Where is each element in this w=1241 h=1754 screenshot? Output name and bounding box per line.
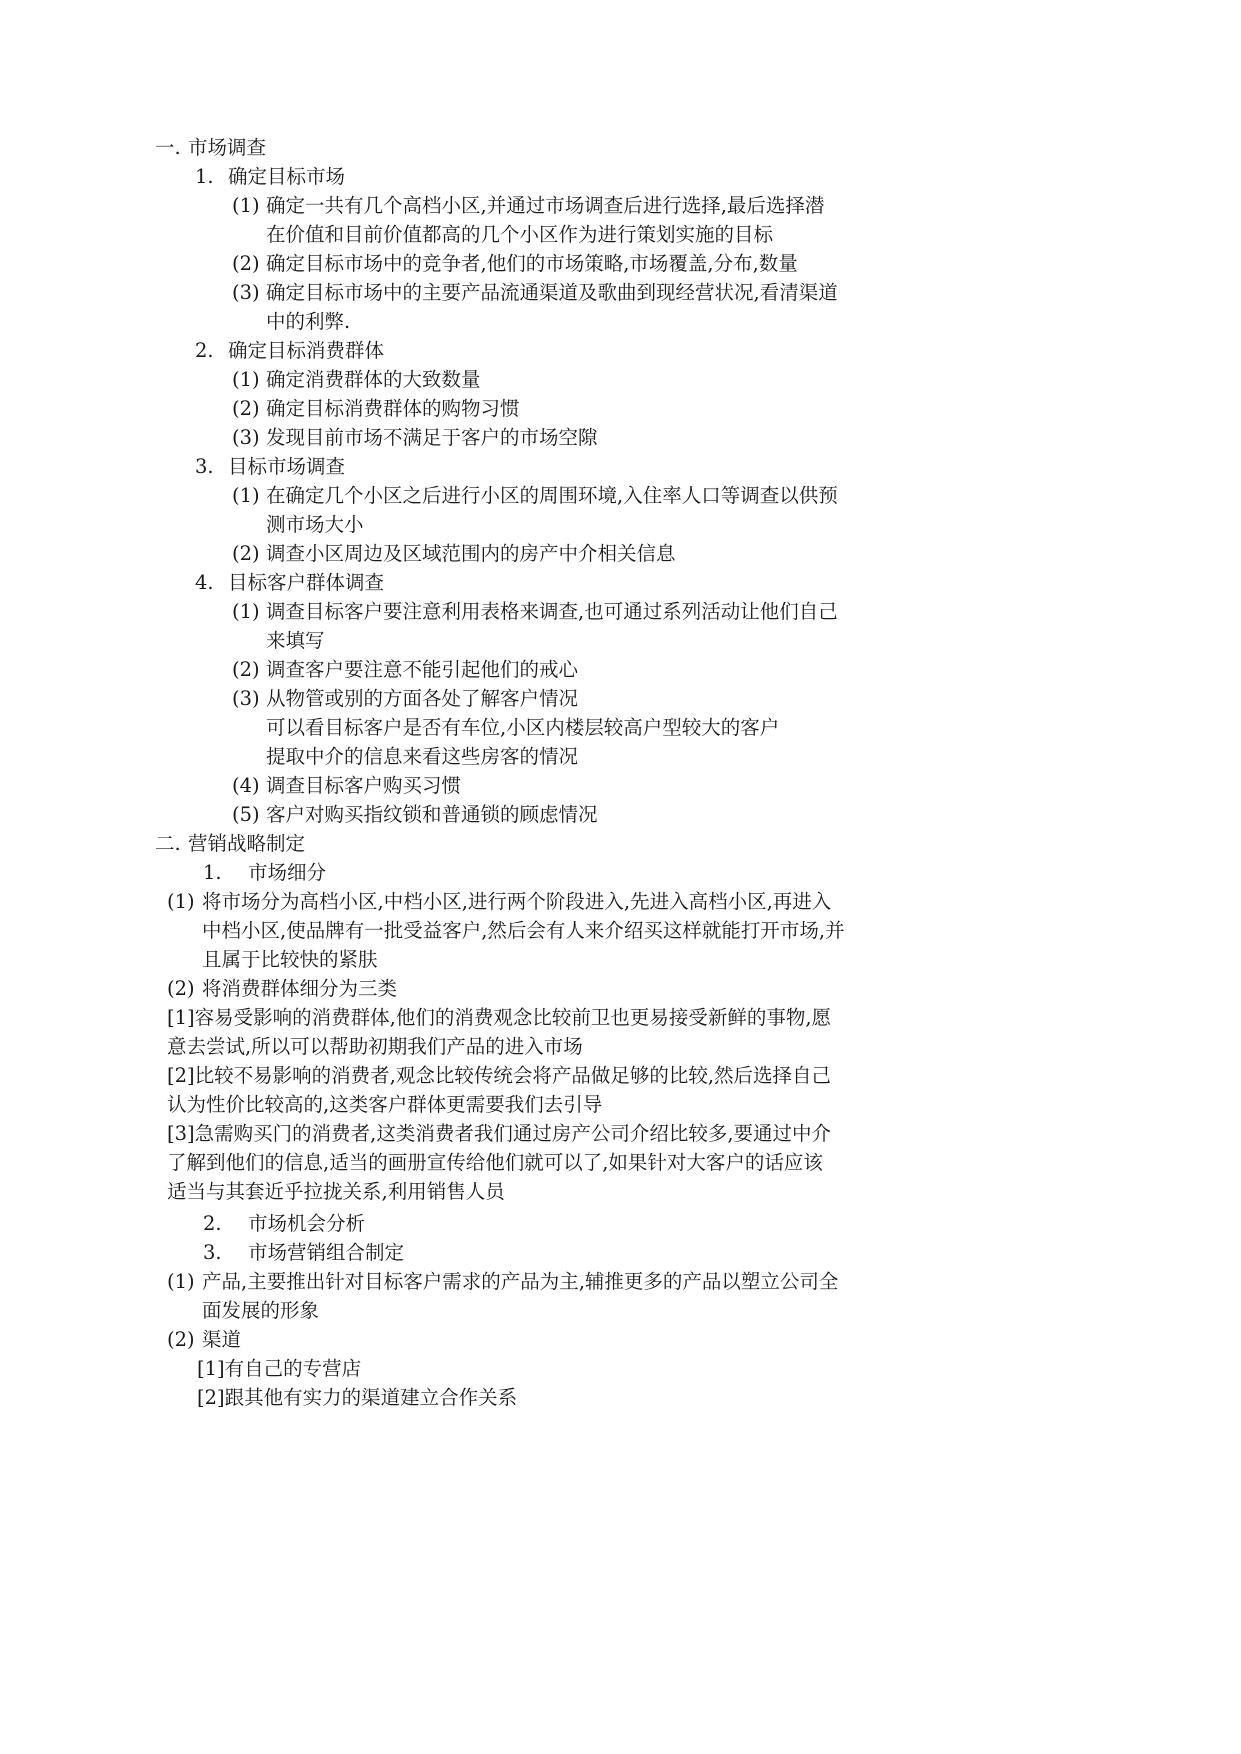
sub-1-1-3-line-2: 中的利弊. xyxy=(266,310,351,333)
item-1-4-number: 4. xyxy=(195,571,214,594)
para-2-2-text: 将消费群体细分为三类 xyxy=(202,977,398,1000)
para-2-3-line-2: 面发展的形象 xyxy=(202,1299,320,1322)
bracket-item-1-line-2: 意去尝试,所以可以帮助初期我们产品的进入市场 xyxy=(167,1035,583,1058)
bracket-item-1-line-1: [1]容易受影响的消费群体,他们的消费观念比较前卫也更易接受新鲜的事物,愿 xyxy=(167,1006,832,1029)
sub-1-1-3-line-1 xyxy=(232,277,838,309)
item-2-1-title: 市场细分 xyxy=(248,861,327,884)
bracket-item-2-line-2: 认为性价比较高的,这类客户群体更需要我们去引导 xyxy=(167,1093,603,1116)
bracket-item-3-line-2: 了解到他们的信息,适当的画册宣传给他们就可以了,如果针对大客户的话应该 xyxy=(167,1151,823,1174)
sub-1-2-3-number: (3) xyxy=(232,426,260,449)
section-2-number: 二. xyxy=(155,832,181,855)
sub-1-4-3-number: (3) xyxy=(232,687,260,710)
item-1-3-heading xyxy=(195,451,345,483)
channel-item-1: [1]有自己的专营店 xyxy=(197,1357,362,1380)
para-2-3-text: 产品,主要推出针对目标客户需求的产品为主,辅推更多的产品以塑立公司全 xyxy=(202,1270,839,1293)
sub-1-1-2-text: 确定目标市场中的竞争者,他们的市场策略,市场覆盖,分布,数量 xyxy=(266,252,798,275)
sub-1-1-2-number: (2) xyxy=(232,252,260,275)
sub-1-4-3-line-2: 可以看目标客户是否有车位,小区内楼层较高户型较大的客户 xyxy=(266,716,780,739)
sub-1-2-3-text: 发现目前市场不满足于客户的市场空隙 xyxy=(266,426,598,449)
sub-1-4-1-text: 调查目标客户要注意利用表格来调查,也可通过系列活动让他们自己 xyxy=(266,600,838,623)
bracket-item-2-line-1: [2]比较不易影响的消费者,观念比较传统会将产品做足够的比较,然后选择自己 xyxy=(167,1064,832,1087)
item-1-2-title: 确定目标消费群体 xyxy=(228,339,385,362)
para-2-4-number: (2) xyxy=(167,1328,195,1351)
section-1-title: 市场调查 xyxy=(188,136,267,159)
item-1-2-number: 2. xyxy=(195,339,214,362)
item-1-1-title: 确定目标市场 xyxy=(228,165,346,188)
sub-1-3-2-line-1 xyxy=(232,538,676,570)
sub-1-2-1-text: 确定消费群体的大致数量 xyxy=(266,368,481,391)
sub-1-3-1-number: (1) xyxy=(232,484,260,507)
sub-1-2-2-number: (2) xyxy=(232,397,260,420)
item-1-4-title: 目标客户群体调查 xyxy=(228,571,385,594)
item-2-1-number: 1. xyxy=(203,861,222,884)
para-2-4-line-1 xyxy=(167,1324,241,1356)
sub-1-4-5-text: 客户对购买指纹锁和普通锁的顾虑情况 xyxy=(266,803,598,826)
sub-1-2-2-line-1 xyxy=(232,393,520,425)
para-2-1-text: 将市场分为高档小区,中档小区,进行两个阶段进入,先进入高档小区,再进入 xyxy=(202,890,832,913)
sub-1-4-1-line-1 xyxy=(232,596,838,628)
item-1-3-title: 目标市场调查 xyxy=(228,455,346,478)
sub-1-4-3-text: 从物管或别的方面各处了解客户情况 xyxy=(266,687,579,710)
sub-1-4-4-number: (4) xyxy=(232,774,260,797)
bracket-item-3-line-3: 适当与其套近乎拉拢关系,利用销售人员 xyxy=(167,1180,505,1203)
item-2-3-title: 市场营销组合制定 xyxy=(248,1241,405,1264)
sub-1-2-1-line-1 xyxy=(232,364,481,396)
para-2-1-line-2: 中档小区,使品牌有一批受益客户,然后会有人来介绍买这样就能打开市场,并 xyxy=(202,919,845,942)
sub-1-3-2-number: (2) xyxy=(232,542,260,565)
item-2-2-number: 2. xyxy=(203,1212,222,1235)
section-1-heading xyxy=(155,132,266,164)
sub-1-4-4-text: 调查目标客户购买习惯 xyxy=(266,774,462,797)
channel-item-2: [2]跟其他有实力的渠道建立合作关系 xyxy=(197,1386,518,1409)
sub-1-4-3-line-3: 提取中介的信息来看这些房客的情况 xyxy=(266,745,579,768)
para-2-2-number: (2) xyxy=(167,977,195,1000)
item-1-1-number: 1. xyxy=(195,165,214,188)
sub-1-1-2-line-1 xyxy=(232,248,798,280)
sub-1-4-3-line-1 xyxy=(232,683,578,715)
item-2-2-title: 市场机会分析 xyxy=(248,1212,366,1235)
bracket-item-3-line-1: [3]急需购买门的消费者,这类消费者我们通过房产公司介绍比较多,要通过中介 xyxy=(167,1122,832,1145)
sub-1-1-1-line-2: 在价值和目前价值都高的几个小区作为进行策划实施的目标 xyxy=(266,223,774,246)
sub-1-4-5-number: (5) xyxy=(232,803,260,826)
item-1-4-heading xyxy=(195,567,384,599)
sub-1-4-2-number: (2) xyxy=(232,658,260,681)
sub-1-2-2-text: 确定目标消费群体的购物习惯 xyxy=(266,397,520,420)
section-2-heading xyxy=(155,828,305,860)
section-2-title: 营销战略制定 xyxy=(188,832,306,855)
sub-1-2-1-number: (1) xyxy=(232,368,260,391)
para-2-3-line-1 xyxy=(167,1266,838,1298)
sub-1-4-2-line-1 xyxy=(232,654,578,686)
sub-1-4-1-number: (1) xyxy=(232,600,260,623)
sub-1-3-2-text: 调查小区周边及区域范围内的房产中介相关信息 xyxy=(266,542,676,565)
para-2-2-line-1 xyxy=(167,973,397,1005)
para-2-1-line-1 xyxy=(167,886,831,918)
sub-1-4-2-text: 调查客户要注意不能引起他们的戒心 xyxy=(266,658,579,681)
sub-1-4-4-line-1 xyxy=(232,770,461,802)
para-2-1-number: (1) xyxy=(167,890,195,913)
sub-1-2-3-line-1 xyxy=(232,422,598,454)
sub-1-3-1-line-2: 测市场大小 xyxy=(266,513,364,536)
sub-1-1-1-line-1 xyxy=(232,190,824,222)
para-2-4-text: 渠道 xyxy=(202,1328,242,1351)
para-2-3-number: (1) xyxy=(167,1270,195,1293)
item-1-2-heading xyxy=(195,335,384,367)
item-1-3-number: 3. xyxy=(195,455,214,478)
item-2-2-heading xyxy=(203,1208,365,1240)
sub-1-1-1-text: 确定一共有几个高档小区,并通过市场调查后进行选择,最后选择潜 xyxy=(266,194,825,217)
sub-1-1-3-number: (3) xyxy=(232,281,260,304)
sub-1-3-1-text: 在确定几个小区之后进行小区的周围环境,入住率人口等调查以供预 xyxy=(266,484,838,507)
sub-1-1-1-number: (1) xyxy=(232,194,260,217)
item-2-3-number: 3. xyxy=(203,1241,222,1264)
section-1-number: 一. xyxy=(155,136,181,159)
item-1-1-heading xyxy=(195,161,345,193)
sub-1-1-3-text: 确定目标市场中的主要产品流通渠道及歌曲到现经营状况,看清渠道 xyxy=(266,281,838,304)
para-2-1-line-3: 且属于比较快的紧肤 xyxy=(202,948,378,971)
sub-1-4-5-line-1 xyxy=(232,799,598,831)
sub-1-3-1-line-1 xyxy=(232,480,838,512)
item-2-3-heading xyxy=(203,1237,404,1269)
item-2-1-heading xyxy=(203,857,326,889)
sub-1-4-1-line-2: 来填写 xyxy=(266,629,325,652)
